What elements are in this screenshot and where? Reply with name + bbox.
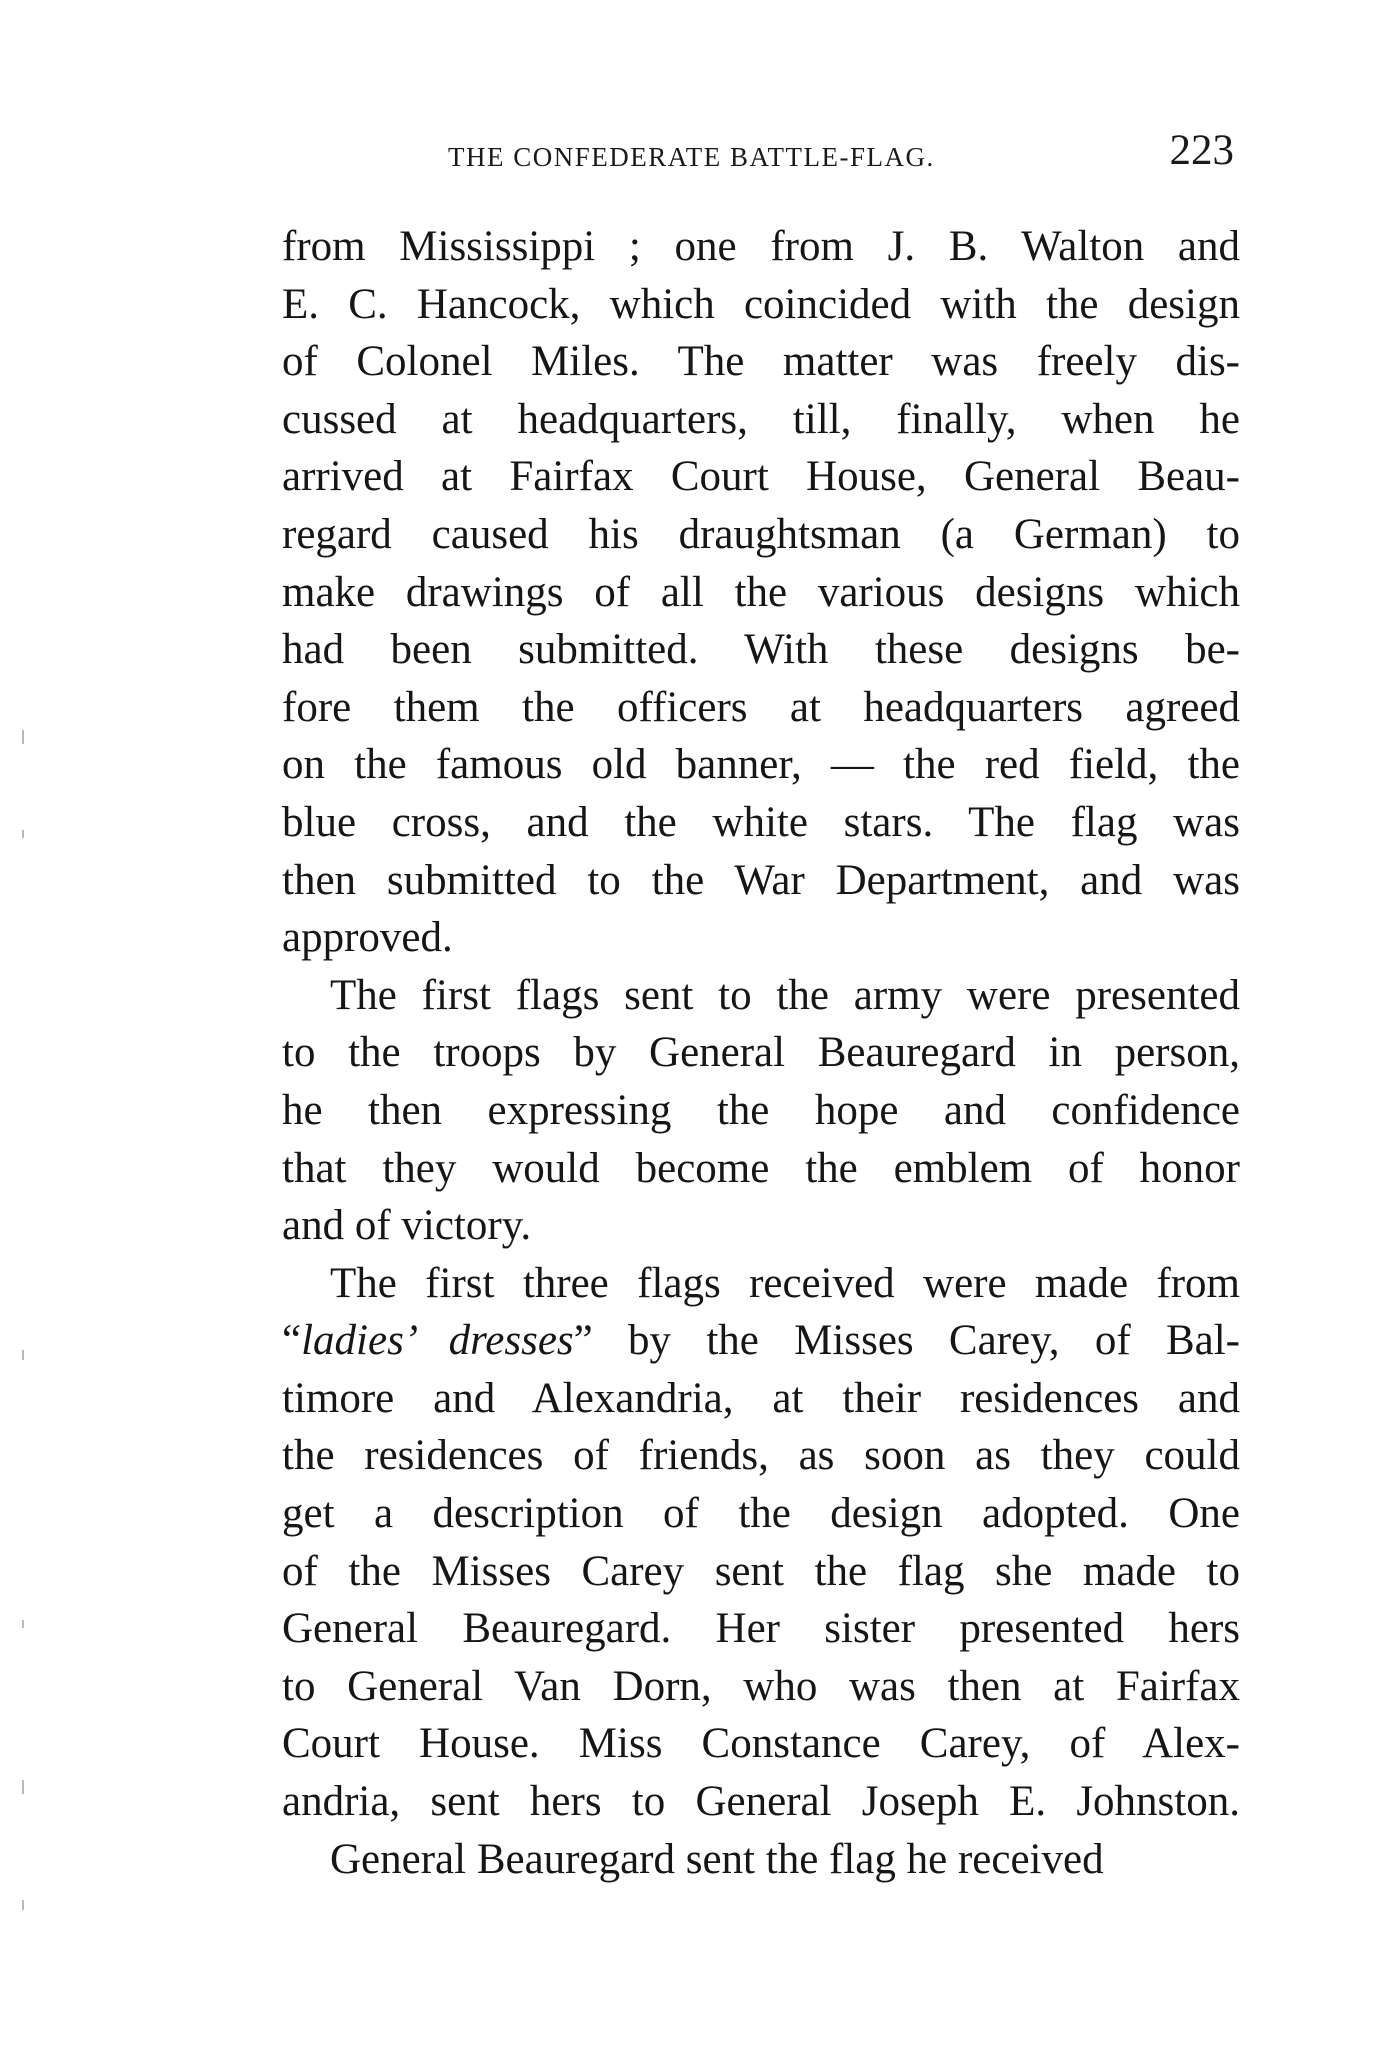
text-line: to General Van Dorn, who was then at Fairfax xyxy=(282,1662,1240,1710)
text-line: of Colonel Miles. The matter was freely dis- xyxy=(282,338,1240,386)
text-line: cussed at headquarters, till, finally, when he xyxy=(282,395,1240,443)
scan-mark xyxy=(22,730,24,744)
text-line: General Beauregard. Her sister presented hers xyxy=(282,1605,1240,1653)
text-line: the residences of friends, as soon as they could xyxy=(282,1432,1240,1480)
text-line xyxy=(282,1312,1240,1370)
running-title: THE CONFEDERATE BATTLE-FLAG. xyxy=(448,142,935,172)
text-line: get a description of the design adopted. One xyxy=(282,1490,1240,1538)
body-text xyxy=(282,218,1240,1888)
page-number: 223 xyxy=(1169,127,1234,174)
text-line: E. C. Hancock, which coincided with the design xyxy=(282,280,1240,328)
open-quote: “ xyxy=(282,1317,302,1365)
scan-mark xyxy=(22,1900,24,1910)
text-line: fore them the officers at headquarters agreed xyxy=(282,683,1240,731)
text-line: arrived at Fairfax Court House, General Beau- xyxy=(282,453,1240,501)
text-line: The first flags sent to the army were presented xyxy=(330,971,1240,1019)
scan-mark xyxy=(22,1620,24,1628)
text-line: make drawings of all the various designs which xyxy=(282,568,1240,616)
text-line: Court House. Miss Constance Carey, of Alex- xyxy=(282,1720,1240,1768)
text-line: and of victory. xyxy=(282,1202,532,1250)
text-line: The first three flags received were made from xyxy=(330,1259,1240,1307)
text-line: of the Misses Carey sent the flag she made to xyxy=(282,1547,1240,1595)
text-line: from Mississippi ; one from J. B. Walton and xyxy=(282,223,1240,270)
text-line: then submitted to the War Department, and was xyxy=(282,856,1240,904)
scan-mark xyxy=(22,1780,24,1794)
italic-phrase: ladies’ dresses xyxy=(301,1317,574,1365)
line-rest: ” by the Misses Carey, of Bal- xyxy=(573,1317,1240,1365)
text-line: that they would become the emblem of honor xyxy=(282,1144,1240,1192)
text-line: timore and Alexandria, at their residences and xyxy=(282,1374,1240,1422)
text-line: he then expressing the hope and confidence xyxy=(282,1086,1240,1134)
text-line: to the troops by General Beauregard in person, xyxy=(282,1029,1240,1077)
text-line: General Beauregard sent the flag he received xyxy=(330,1835,1104,1883)
text-line: had been submitted. With these designs be- xyxy=(282,626,1240,674)
scan-mark xyxy=(22,830,24,838)
scan-mark xyxy=(22,1350,24,1360)
text-line: regard caused his draughtsman (a German) to xyxy=(282,510,1240,558)
text-line: on the famous old banner, — the red field, the xyxy=(282,741,1240,789)
text-line: andria, sent hers to General Joseph E. Johnston. xyxy=(282,1778,1240,1826)
text-line: blue cross, and the white stars. The flag was xyxy=(282,798,1240,846)
text-line: approved. xyxy=(282,914,453,962)
